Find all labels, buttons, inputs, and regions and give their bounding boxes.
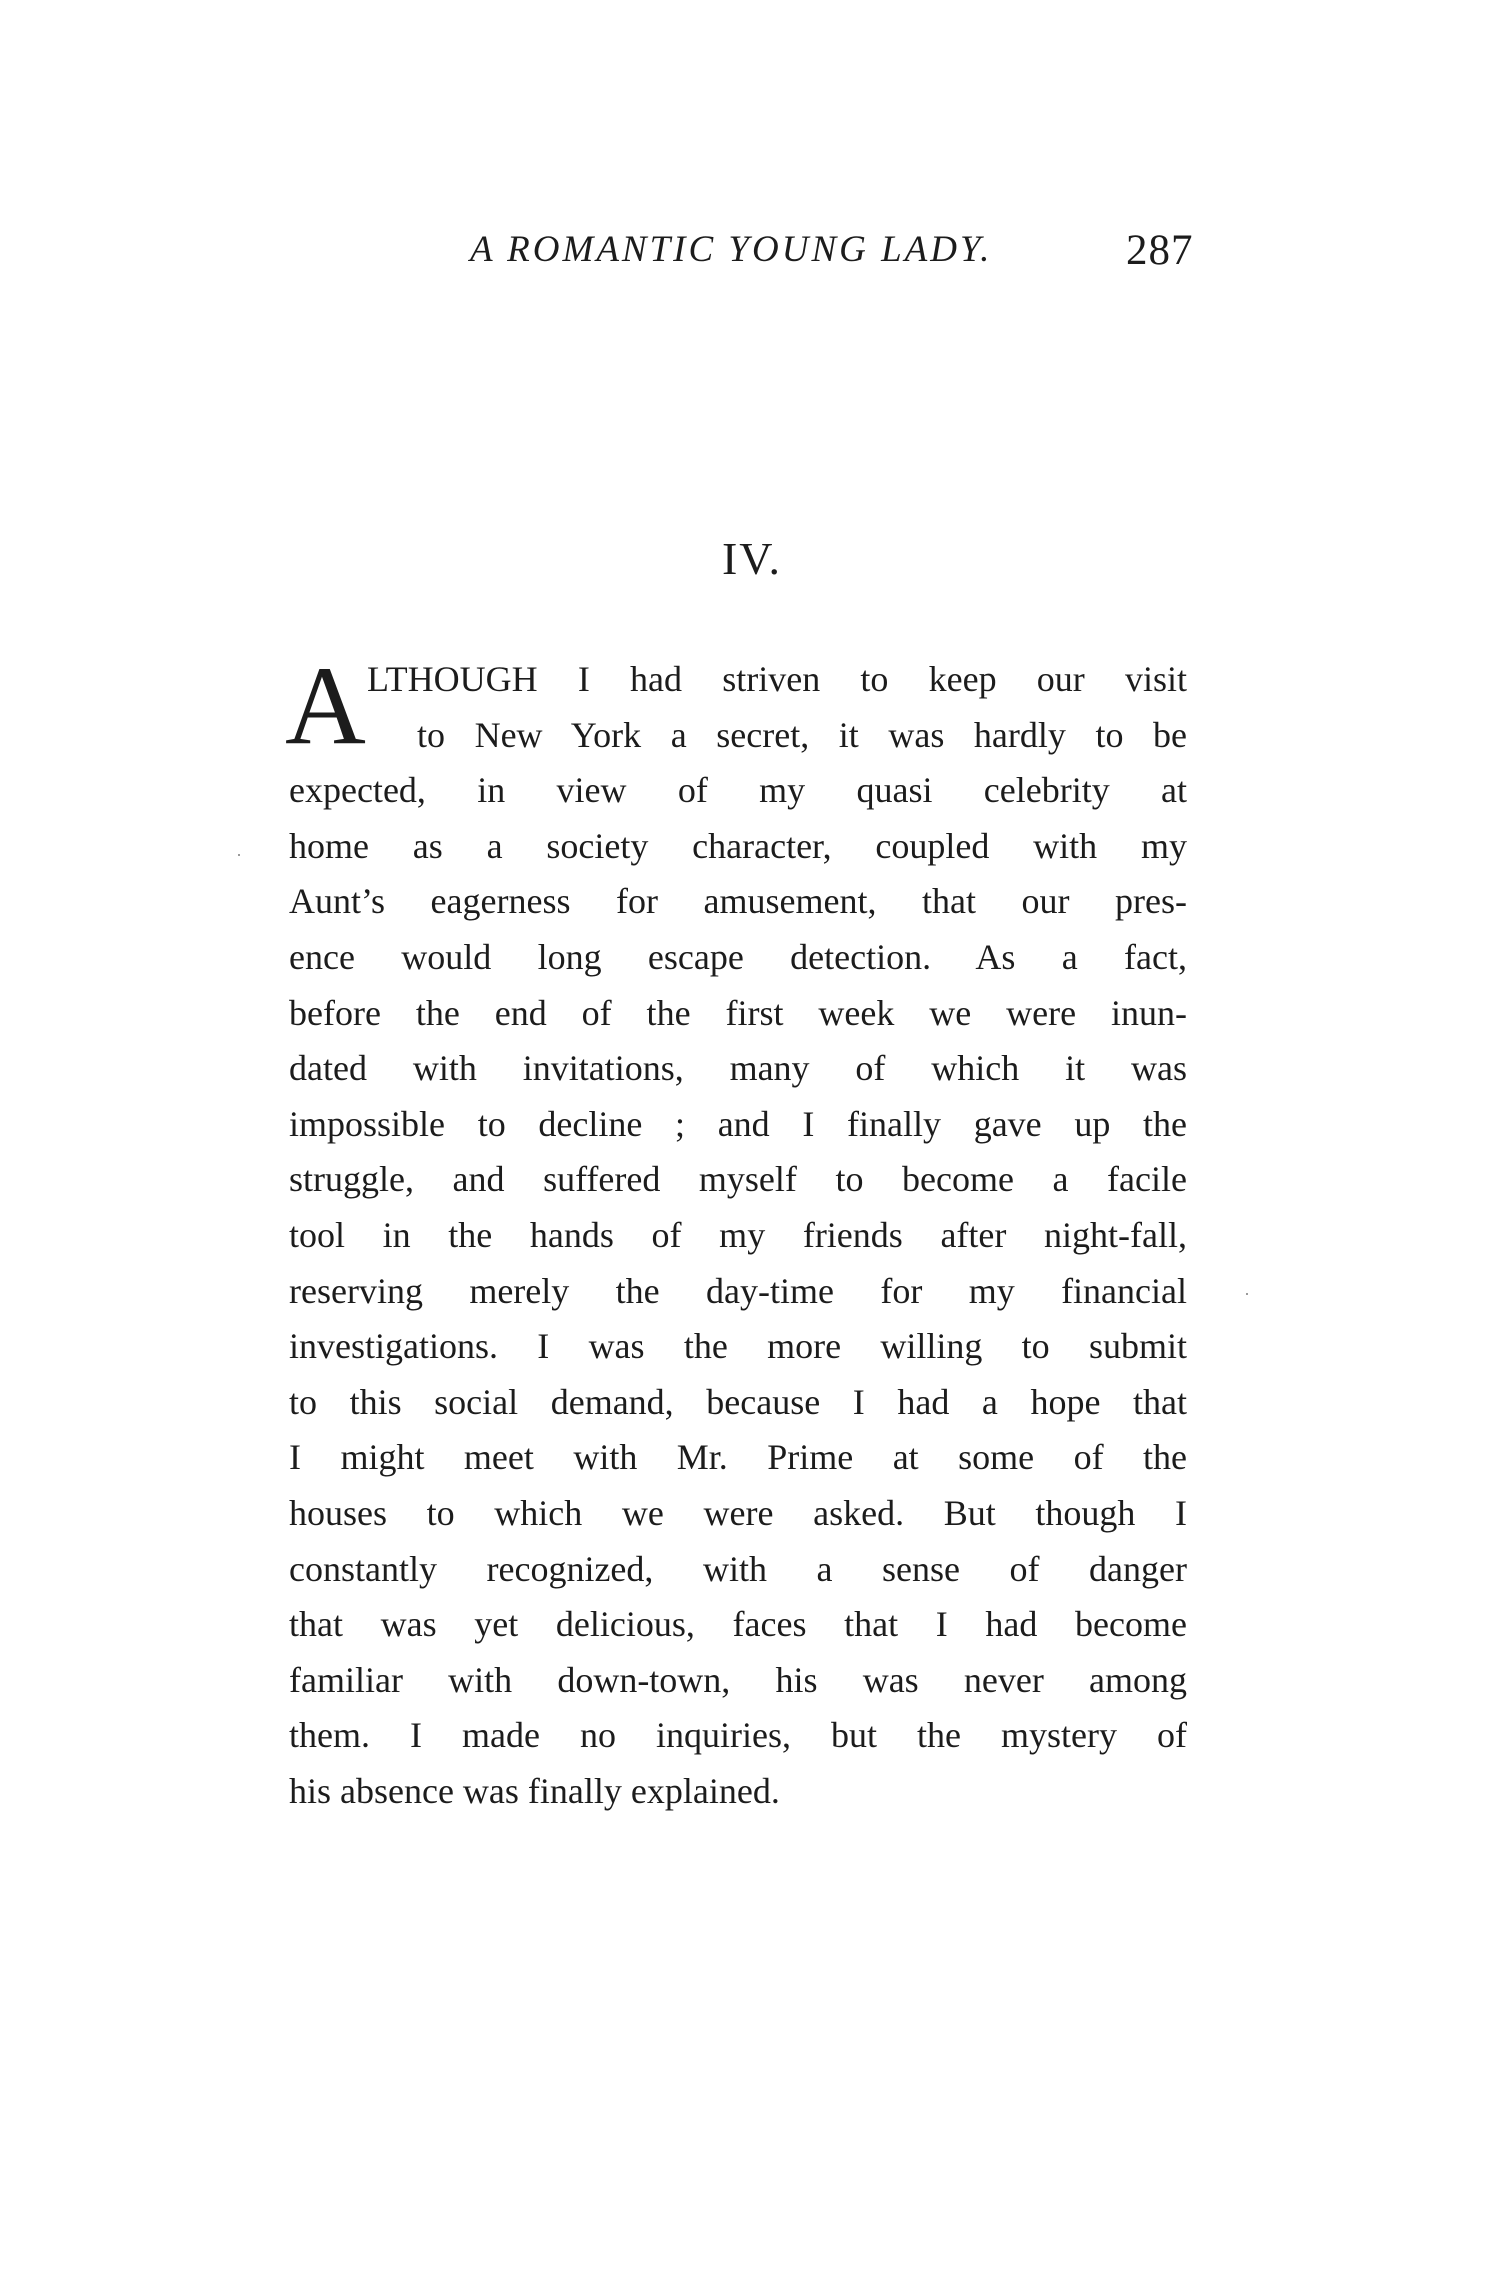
text-line: dated with invitations, many of which it was [289,1048,1187,1089]
text-line: to New York a secret, it was hardly to be [417,714,1187,755]
margin-speck [1246,1293,1248,1295]
text-line: to this social demand, because I had a hope that [289,1381,1187,1422]
text-line: his absence was finally explained. [289,1770,780,1811]
margin-speck [238,854,240,856]
text-line: tool in the hands of my friends after night-fall, [289,1214,1187,1255]
body-text [285,644,1187,1819]
text-line: reserving merely the day-time for my financial [289,1270,1187,1311]
drop-cap: A [285,644,366,768]
running-title: A ROMANTIC YOUNG LADY. [470,229,993,270]
chapter-number: IV. [721,533,783,584]
text-line: struggle, and suffered myself to become a facile [289,1159,1187,1200]
text-line: impossible to decline ; and I finally gave up the [289,1103,1187,1144]
text-line: investigations. I was the more willing to submit [289,1326,1187,1367]
text-line: expected, in view of my quasi celebrity at [289,770,1187,811]
text-line: familiar with down-town, his was never among [289,1659,1187,1700]
text-line: Aunt’s eagerness for amusement, that our pres- [289,881,1187,922]
text-line: houses to which we were asked. But though I [289,1492,1187,1533]
text-line: constantly recognized, with a sense of danger [289,1548,1187,1589]
text-line: before the end of the first week we were inun- [289,992,1187,1033]
text-line: home as a society character, coupled with my [289,825,1187,866]
running-head [0,228,1504,288]
text-line: them. I made no inquiries, but the mystery of [289,1715,1187,1756]
page-number: 287 [1126,227,1194,274]
text-line: ence would long escape detection. As a fact, [289,936,1187,977]
text-line: that was yet delicious, faces that I had become [289,1604,1187,1645]
text-line: I might meet with Mr. Prime at some of the [289,1437,1187,1478]
text-line: LTHOUGH I had striven to keep our visit [367,659,1187,699]
